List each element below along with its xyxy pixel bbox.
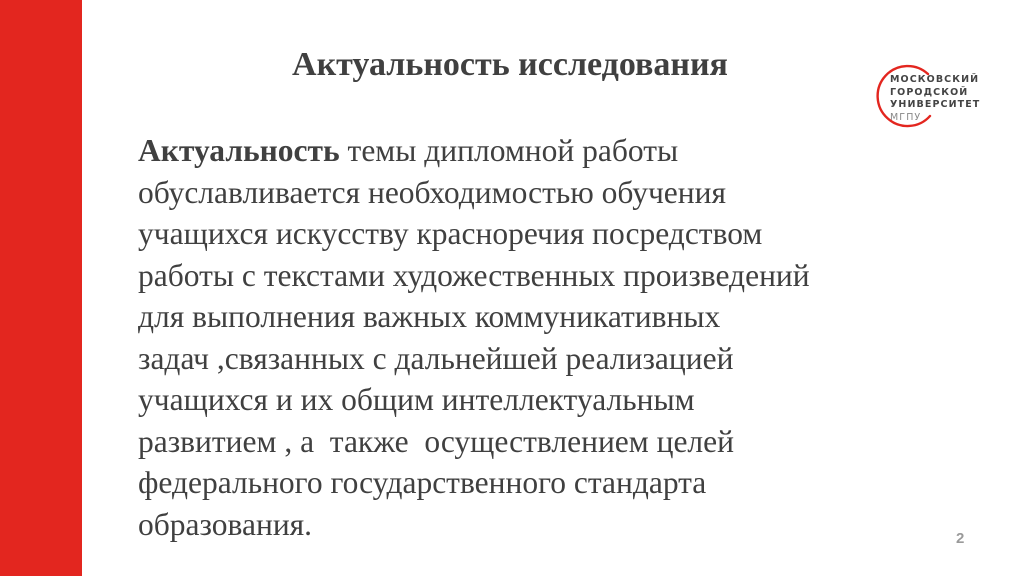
paragraph-line: образования. [138, 506, 313, 542]
accent-red-bar [0, 0, 82, 576]
paragraph-line: развитием , а также осуществлением целей [138, 423, 734, 459]
logo-line-1: МОСКОВСКИЙ [890, 74, 980, 85]
paragraph-line: федерального государственного стандарта [138, 465, 707, 500]
logo-abbreviation: МГПУ [890, 111, 922, 123]
paragraph-line: работы с текстами художественных произведений [138, 257, 810, 293]
logo-line-3: УНИВЕРСИТЕТ [890, 99, 981, 110]
slide-title: Актуальность исследования [292, 46, 728, 83]
paragraph-lead-word: Актуальность [138, 133, 340, 168]
paragraph-line: учащихся и их общим интеллектуальным [138, 382, 695, 417]
paragraph-line-1-rest: темы дипломной работы [339, 133, 679, 168]
paragraph-line: для выполнения важных коммуникативных [138, 299, 721, 334]
relevance-paragraph [138, 130, 998, 545]
paragraph-line: обуславливается необходимостью обучения [138, 174, 726, 210]
logo-text [890, 74, 980, 124]
logo-line-2: ГОРОДСКОЙ [890, 86, 969, 98]
paragraph-line [138, 130, 998, 172]
paragraph-line: задач ,связанных с дальнейшей реализацией [138, 340, 734, 376]
paragraph-line: учащихся искусству красноречия посредством [138, 216, 763, 251]
page-number: 2 [956, 530, 965, 547]
university-logo [868, 56, 998, 136]
